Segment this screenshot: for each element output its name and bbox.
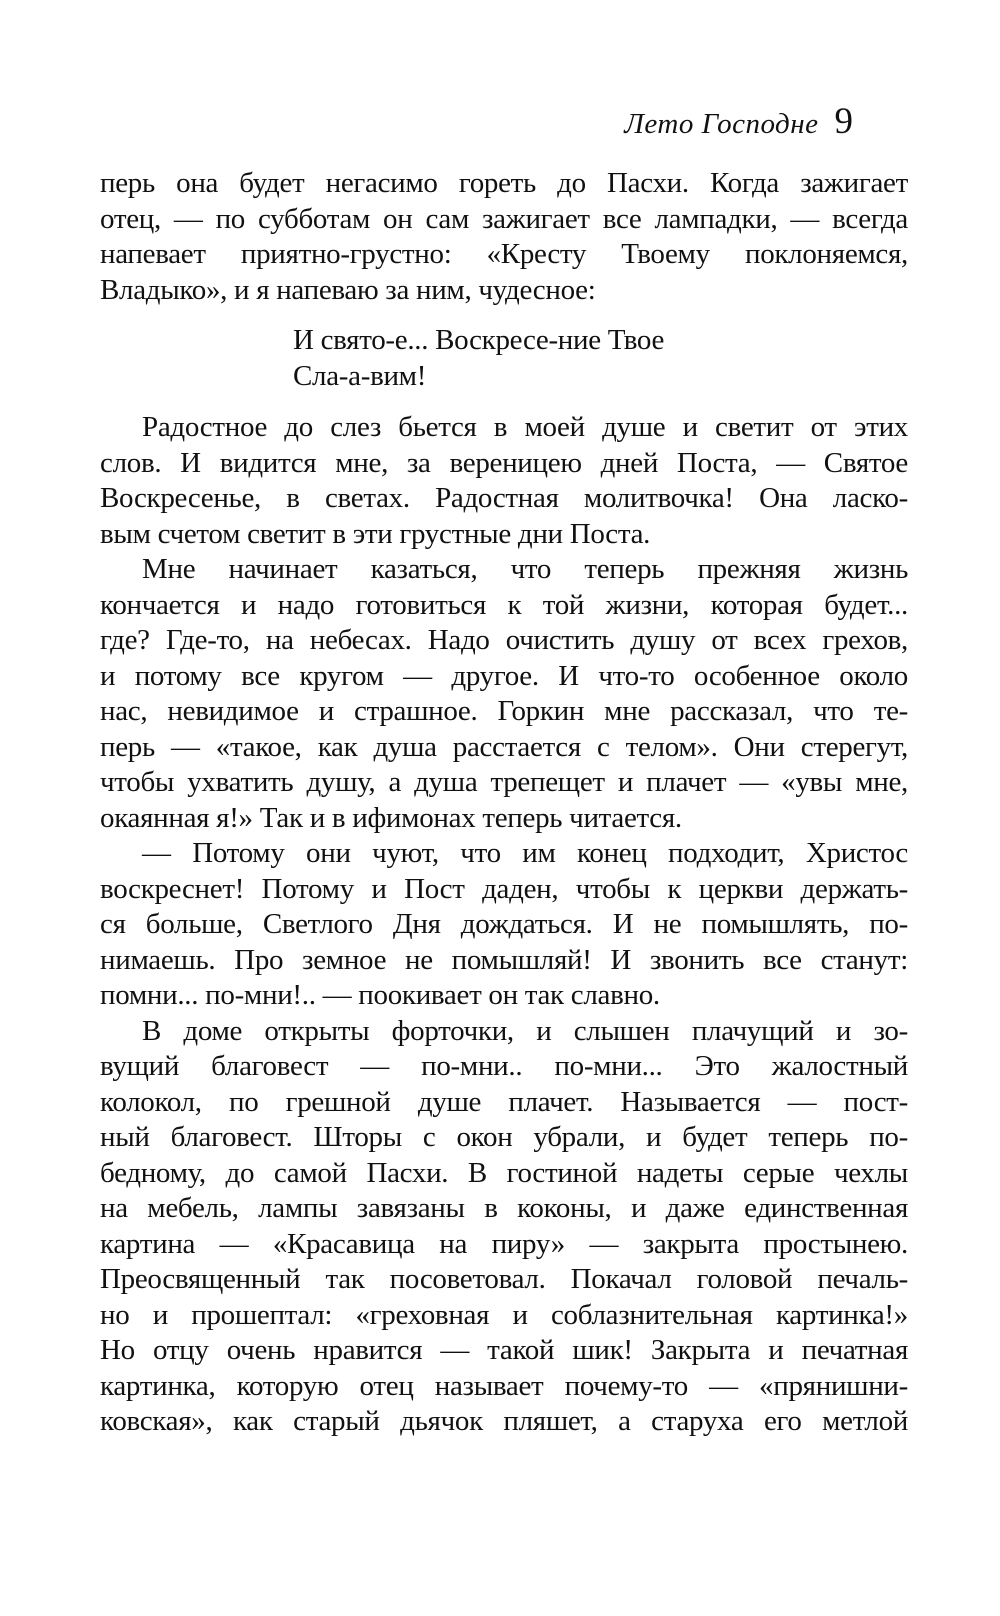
text-line: но и прошептал: «греховная и соблазнительная картинка!» [100,1298,908,1331]
text-line: окаянная я!» Так и в ифимонах теперь читается. [100,801,682,834]
paragraph [100,1014,908,1440]
text-line: Мне начинает казаться, что теперь прежняя жизнь [142,553,908,585]
text-line: Владыко», и я напеваю за ним, чудесное: [100,273,596,306]
text-line: бедному, до самой Пасхи. В гостиной надеты серые чехлы [100,1156,908,1189]
text-line: В доме открыты форточки, и слышен плачущий и зо- [142,1014,908,1047]
text-line: Радостное до слез бьется в моей душе и светит от этих [142,411,908,443]
text-line: картинка, которую отец называет почему-то — «прянишни- [100,1369,908,1402]
paragraph [100,410,908,552]
text-line: воскреснет! Потому и Пост даден, чтобы к церкви держать- [100,872,908,905]
page-number: 9 [834,101,853,142]
text-line: нимаешь. Про земное не помышляй! И звонить все станут: [100,943,908,976]
text-line: ный благовест. Шторы с окон убрали, и будет теперь по- [100,1121,908,1153]
text-line: Преосвященный так посоветовал. Покачал головой печаль- [100,1263,908,1295]
text-line: перь она будет негасимо гореть до Пасхи. Когда зажигает [100,167,908,199]
text-line: отец, — по субботам он сам зажигает все лампадки, — всегда [100,202,908,235]
text-line: картина — «Красавица на пиру» — закрыта простынею. [100,1227,908,1260]
text-line: вым счетом светит в эти грустные дни Поста. [100,517,651,550]
text-line: перь — «такое, как душа расстается с телом». Они стерегут, [100,730,908,763]
text-line: ковская», как старый дьячок пляшет, а старуха его метлой [100,1405,908,1437]
text-line: кончается и надо готовиться к той жизни, которая будет... [100,588,908,621]
paragraph-continuation [100,166,908,308]
paragraph [100,552,908,836]
text-line: и потому все кругом — другое. И что-то особенное около [100,659,908,692]
verse-line: И свято-е... Воскресе-ние Твое [293,324,665,356]
text-line: — Потому они чуют, что им конец подходит, Христос [142,837,908,869]
text-line: на мебель, лампы завязаны в коконы, и даже единственная [100,1192,908,1224]
text-line: чтобы ухватить душу, а душа трепещет и плачет — «увы мне, [100,766,908,798]
running-head [624,103,853,148]
text-line: колокол, по грешной душе плачет. Называется — пост- [100,1085,908,1118]
text-block [100,166,908,1440]
text-line: ся больше, Светлого Дня дождаться. И не помышлять, по- [100,908,908,940]
text-line: где? Где-то, на небесах. Надо очистить душу от всех грехов, [100,624,908,656]
book-title: Лето Господне [624,108,819,140]
text-line: слов. И видится мне, за вереницею дней Поста, — Святое [100,446,908,479]
text-line: Воскресенье, в светах. Радостная молитвочка! Она ласко- [100,482,908,514]
verse-line: Сла-а-вим! [293,359,427,392]
text-line: напевает приятно-грустно: «Кресту Твоему поклоняемся, [100,238,908,270]
text-line: вущий благовест — по-мни.. по-мни... Это жалостный [100,1050,908,1082]
text-line: помни... по-мни!.. — поокивает он так славно. [100,979,660,1011]
paragraph-dialogue [100,836,908,1014]
verse-block [293,323,908,394]
text-line: нас, невидимое и страшное. Горкин мне рассказал, что те- [100,695,908,727]
text-line: Но отцу очень нравится — такой шик! Закрыта и печатная [100,1334,908,1366]
